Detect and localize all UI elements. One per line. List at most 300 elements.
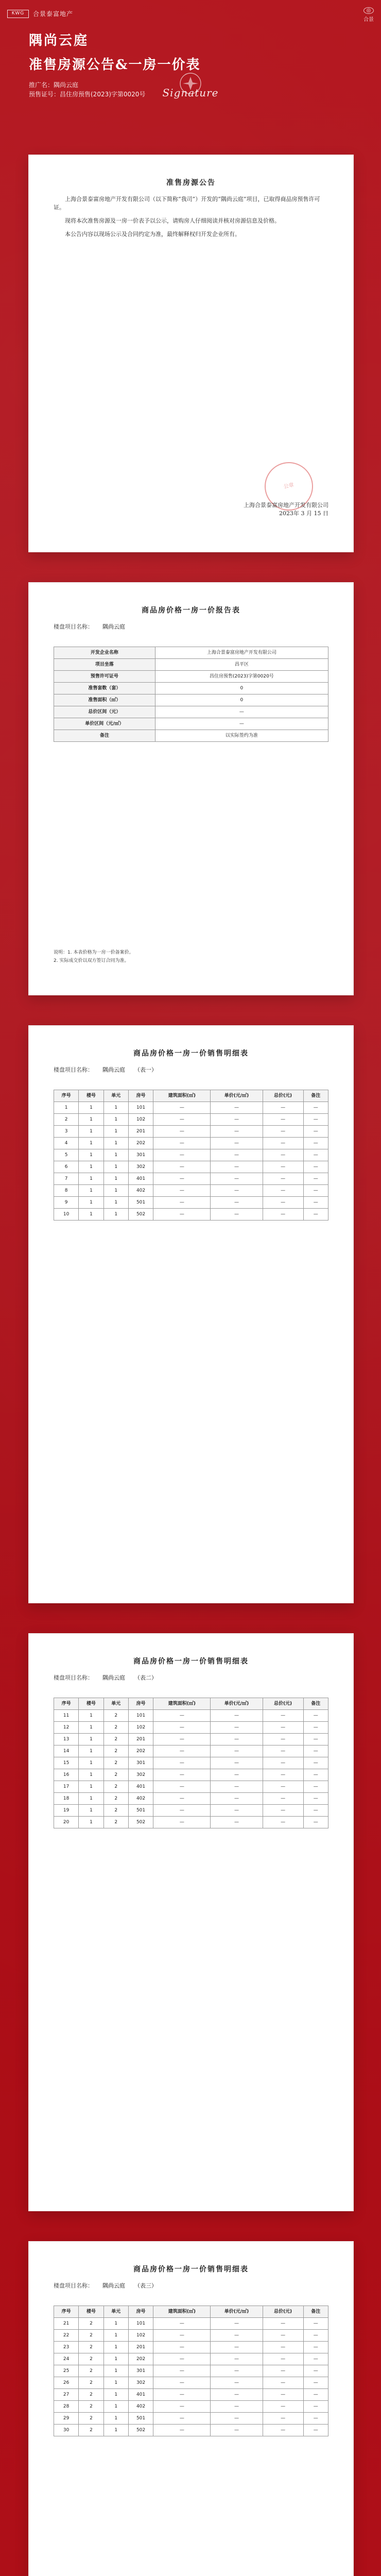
table-row	[54, 1114, 328, 1126]
table-cell: 1	[79, 1805, 103, 1817]
meta-line-2: 预售证号：昌住房预售(2023)字第0020号	[29, 91, 146, 98]
table-cell: 1	[79, 1138, 103, 1149]
table-cell: 502	[128, 1817, 153, 1828]
table-cell: 2	[54, 1114, 79, 1126]
table-cell: 15	[54, 1757, 79, 1769]
table-row	[54, 647, 328, 659]
table-header-cell: 备注	[303, 2306, 328, 2318]
summary-key: 单价区间（元/㎡）	[54, 718, 155, 730]
table-cell: 1	[103, 2353, 128, 2365]
table-cell: 1	[79, 1173, 103, 1185]
table-row	[54, 694, 328, 706]
table-row	[54, 1161, 328, 1173]
table-cell: —	[303, 1185, 328, 1197]
table-cell: 12	[54, 1722, 79, 1734]
table-cell: 2	[103, 1745, 128, 1757]
table-cell: —	[211, 1126, 263, 1138]
summary-title: 商品房价格一房一价报告表	[142, 606, 240, 615]
table-cell: 102	[128, 1114, 153, 1126]
detail-title-3: 商品房价格一房一价销售明细表	[133, 2265, 249, 2274]
table-cell: —	[153, 1126, 211, 1138]
table-row	[54, 659, 328, 671]
announcement-content	[54, 179, 328, 528]
table-cell: —	[263, 1114, 303, 1126]
table-cell: —	[263, 1161, 303, 1173]
table-row	[54, 1745, 328, 1757]
table-cell: —	[211, 1805, 263, 1817]
table-cell: —	[263, 1817, 303, 1828]
table-cell: —	[263, 1173, 303, 1185]
table-cell: —	[303, 2342, 328, 2353]
summary-val: 0	[155, 683, 328, 694]
table-cell: —	[211, 1149, 263, 1161]
script-word: Signature	[162, 87, 219, 99]
table-row	[54, 1805, 328, 1817]
table-cell: —	[153, 1781, 211, 1793]
table-cell: 1	[103, 2389, 128, 2401]
announcement-paragraph: 现将本次准售房源及一房一价表予以公示，请购房人仔细阅读并核对房源信息及价格。	[65, 217, 280, 224]
table-cell: —	[263, 1197, 303, 1209]
meta-line-1: 推广名：隅尚云庭	[29, 81, 79, 89]
table-cell: —	[303, 1769, 328, 1781]
table-cell: —	[211, 1781, 263, 1793]
table-cell: —	[263, 1805, 303, 1817]
table-cell: —	[211, 2318, 263, 2330]
table-cell: 201	[128, 1734, 153, 1745]
summary-val: 以实际签约为准	[155, 730, 328, 742]
table-row	[54, 1102, 328, 1114]
table-cell: —	[303, 1114, 328, 1126]
table-cell: —	[263, 2318, 303, 2330]
summary-project-label: 楼盘项目名称：	[54, 623, 93, 630]
table-cell: 2	[79, 2377, 103, 2389]
table-cell: —	[211, 2425, 263, 2436]
summary-note-line: 2. 实际成交价以双方签订合同为准。	[54, 958, 129, 963]
table-cell: —	[211, 1769, 263, 1781]
table-cell: —	[153, 2425, 211, 2436]
detail-project-line-2	[54, 1674, 328, 1682]
table-cell: 1	[103, 2318, 128, 2330]
table-row	[54, 1149, 328, 1161]
table-row	[54, 683, 328, 694]
summary-key: 备注	[54, 730, 155, 742]
table-cell: 1	[103, 1126, 128, 1138]
table-cell: —	[303, 2330, 328, 2342]
company-stamp-text: 公章	[283, 482, 295, 490]
table-cell: —	[303, 1817, 328, 1828]
table-cell: —	[263, 1710, 303, 1722]
table-cell: 1	[103, 1197, 128, 1209]
table-cell: 1	[79, 1126, 103, 1138]
summary-key: 准售套数（套）	[54, 683, 155, 694]
table-cell: 302	[128, 1161, 153, 1173]
detail-content-3	[54, 2265, 328, 2576]
detail-tag-1: （表一）	[134, 1066, 157, 1073]
table-cell: —	[153, 1769, 211, 1781]
table-cell: —	[211, 1817, 263, 1828]
signature-company: 上海合景泰富房地产开发有限公司	[244, 502, 328, 509]
table-cell: —	[303, 1197, 328, 1209]
table-header-cell: 房号	[128, 1090, 153, 1102]
table-cell: —	[303, 2389, 328, 2401]
table-cell: —	[303, 1161, 328, 1173]
table-row	[54, 718, 328, 730]
table-header-cell: 序号	[54, 1698, 79, 1710]
table-cell: —	[211, 1734, 263, 1745]
table-cell: 1	[79, 1710, 103, 1722]
table-cell: 1	[79, 1793, 103, 1805]
table-cell: 302	[128, 2377, 153, 2389]
table-cell: 2	[79, 2413, 103, 2425]
detail-content-2	[54, 1657, 328, 2187]
table-row	[54, 1197, 328, 1209]
table-cell: —	[303, 1149, 328, 1161]
summary-key: 开发企业名称	[54, 647, 155, 659]
table-cell: 1	[103, 2413, 128, 2425]
table-cell: —	[153, 1734, 211, 1745]
table-cell: —	[303, 1734, 328, 1745]
table-cell: —	[211, 1197, 263, 1209]
table-cell: —	[303, 1102, 328, 1114]
table-cell: 29	[54, 2413, 79, 2425]
table-cell: 2	[103, 1722, 128, 1734]
table-cell: 402	[128, 1793, 153, 1805]
table-cell: 301	[128, 1757, 153, 1769]
table-cell: —	[153, 1757, 211, 1769]
table-cell: —	[153, 2401, 211, 2413]
detail-tag-3: （表三）	[134, 2282, 157, 2289]
table-cell: —	[153, 1173, 211, 1185]
detail-project-value-2: 隅尚云庭	[102, 1674, 125, 1681]
table-cell: 2	[103, 1817, 128, 1828]
detail-project-value-1: 隅尚云庭	[102, 1066, 125, 1073]
table-cell: 102	[128, 1722, 153, 1734]
summary-key: 项目坐落	[54, 659, 155, 671]
table-header-cell: 单元	[103, 2306, 128, 2318]
header	[0, 0, 381, 129]
table-cell: 30	[54, 2425, 79, 2436]
table-cell: —	[263, 2353, 303, 2365]
table-cell: —	[153, 1197, 211, 1209]
table-cell: —	[211, 2353, 263, 2365]
table-cell: —	[211, 1138, 263, 1149]
table-cell: 2	[79, 2401, 103, 2413]
table-cell: 1	[103, 2330, 128, 2342]
table-cell: 26	[54, 2377, 79, 2389]
table-cell: —	[211, 1757, 263, 1769]
summary-content	[54, 606, 328, 971]
table-cell: 6	[54, 1161, 79, 1173]
table-cell: —	[303, 1805, 328, 1817]
table-header-cell: 单元	[103, 1698, 128, 1710]
summary-val: 昌平区	[155, 659, 328, 671]
table-cell: 2	[79, 2425, 103, 2436]
table-header-cell: 单价(元/㎡)	[211, 1090, 263, 1102]
table-cell: 9	[54, 1197, 79, 1209]
table-cell: —	[153, 2342, 211, 2353]
table-cell: —	[211, 1173, 263, 1185]
table-cell: —	[153, 2377, 211, 2389]
table-header-cell: 序号	[54, 1090, 79, 1102]
table-cell: —	[263, 1734, 303, 1745]
table-cell: —	[211, 2330, 263, 2342]
table-cell: 1	[79, 1114, 103, 1126]
table-row	[54, 1722, 328, 1734]
table-cell: —	[303, 1757, 328, 1769]
table-cell: —	[303, 2365, 328, 2377]
brand-mark-icon: ◎	[363, 7, 374, 14]
summary-val: —	[155, 706, 328, 718]
table-cell: —	[153, 1722, 211, 1734]
table-cell: —	[211, 1745, 263, 1757]
announcement-sheet	[28, 155, 354, 552]
detail-sheet-2	[28, 1633, 354, 2211]
table-cell: —	[153, 1185, 211, 1197]
summary-notes	[54, 948, 328, 965]
table-cell: 302	[128, 1769, 153, 1781]
table-header-cell: 总价(元)	[263, 1698, 303, 1710]
summary-table-wrap	[54, 647, 328, 742]
table-header-cell: 楼号	[79, 2306, 103, 2318]
table-cell: —	[303, 1722, 328, 1734]
table-cell: —	[153, 1745, 211, 1757]
table-cell: 1	[103, 1114, 128, 1126]
table-header-cell: 建筑面积(㎡)	[153, 1698, 211, 1710]
table-row	[54, 2330, 328, 2342]
table-row	[54, 730, 328, 742]
brand-right-text: 合景	[363, 17, 374, 23]
table-cell: —	[263, 2330, 303, 2342]
table-cell: 401	[128, 2389, 153, 2401]
table-cell: —	[153, 1114, 211, 1126]
table-header-cell: 房号	[128, 2306, 153, 2318]
table-cell: —	[153, 1149, 211, 1161]
meta-lines	[29, 80, 250, 99]
table-cell: 1	[79, 1149, 103, 1161]
table-header-row	[54, 2306, 328, 2318]
table-cell: 1	[103, 1138, 128, 1149]
table-cell: —	[211, 2342, 263, 2353]
table-cell: —	[263, 1185, 303, 1197]
table-cell: 501	[128, 1197, 153, 1209]
detail-table-wrap-1	[54, 1090, 328, 1221]
table-cell: 202	[128, 2353, 153, 2365]
detail-table-3	[54, 2306, 328, 2436]
table-row	[54, 2413, 328, 2425]
table-row	[54, 1769, 328, 1781]
table-cell: 1	[79, 1769, 103, 1781]
table-cell: —	[211, 1209, 263, 1221]
table-cell: —	[263, 2413, 303, 2425]
title-block	[29, 30, 250, 99]
table-cell: 2	[79, 2389, 103, 2401]
summary-note-line: 说明：1. 本表价格为一房一价备案价。	[54, 950, 134, 955]
table-cell: 4	[54, 1138, 79, 1149]
page-subtitle: 准售房源公告&一房一价表	[29, 57, 201, 73]
detail-sheet-3	[28, 2241, 354, 2576]
table-cell: 1	[79, 1209, 103, 1221]
table-cell: —	[263, 2365, 303, 2377]
detail-project-value-3: 隅尚云庭	[102, 2282, 125, 2289]
detail-project-label-2: 楼盘项目名称：	[54, 1674, 93, 1681]
table-row	[54, 2401, 328, 2413]
table-cell: 201	[128, 2342, 153, 2353]
table-cell: —	[263, 2389, 303, 2401]
table-cell: 1	[103, 1161, 128, 1173]
table-cell: 23	[54, 2342, 79, 2353]
table-cell: —	[263, 1769, 303, 1781]
table-cell: —	[303, 2318, 328, 2330]
table-cell: —	[263, 1745, 303, 1757]
table-cell: —	[153, 1793, 211, 1805]
table-cell: 1	[103, 2401, 128, 2413]
table-cell: 5	[54, 1149, 79, 1161]
table-cell: —	[303, 1138, 328, 1149]
table-cell: 2	[103, 1781, 128, 1793]
detail-sheet-1	[28, 1025, 354, 1603]
summary-table	[54, 647, 328, 742]
table-cell: —	[303, 2377, 328, 2389]
table-row	[54, 1757, 328, 1769]
table-header-cell: 总价(元)	[263, 1090, 303, 1102]
table-cell: 1	[103, 1173, 128, 1185]
summary-project-value: 隅尚云庭	[102, 623, 125, 630]
table-row	[54, 1793, 328, 1805]
table-row	[54, 671, 328, 683]
table-cell: 8	[54, 1185, 79, 1197]
table-row	[54, 1126, 328, 1138]
announcement-paragraph: 本公告内容以现场公示及合同约定为准，最终解释权归开发企业所有。	[65, 231, 240, 238]
table-cell: 22	[54, 2330, 79, 2342]
table-cell: 2	[103, 1734, 128, 1745]
table-header-cell: 建筑面积(㎡)	[153, 1090, 211, 1102]
table-row	[54, 1138, 328, 1149]
table-cell: 18	[54, 1793, 79, 1805]
table-row	[54, 1817, 328, 1828]
table-cell: —	[153, 2413, 211, 2425]
table-row	[54, 1173, 328, 1185]
table-cell: —	[263, 2401, 303, 2413]
table-header-cell: 建筑面积(㎡)	[153, 2306, 211, 2318]
table-cell: 501	[128, 2413, 153, 2425]
table-cell: —	[211, 1102, 263, 1114]
table-cell: 1	[103, 2425, 128, 2436]
table-cell: —	[303, 2425, 328, 2436]
announcement-paragraph: 上海合景泰富房地产开发有限公司（以下简称“我司”）开发的“隅尚云庭”项目，已取得商品房预售许可证。	[54, 196, 320, 211]
table-cell: 402	[128, 1185, 153, 1197]
table-cell: 1	[79, 1102, 103, 1114]
table-cell: —	[263, 2342, 303, 2353]
table-cell: 1	[79, 1757, 103, 1769]
detail-project-label-3: 楼盘项目名称：	[54, 2282, 93, 2289]
table-cell: —	[303, 1126, 328, 1138]
table-header-cell: 备注	[303, 1698, 328, 1710]
table-cell: —	[211, 1710, 263, 1722]
table-row	[54, 2425, 328, 2436]
emblem-icon	[179, 72, 202, 95]
summary-key: 预售许可证号	[54, 671, 155, 683]
table-header-cell: 单价(元/㎡)	[211, 1698, 263, 1710]
table-cell: —	[211, 1161, 263, 1173]
table-cell: 28	[54, 2401, 79, 2413]
table-cell: —	[263, 1138, 303, 1149]
table-cell: 1	[79, 1722, 103, 1734]
table-cell: 1	[79, 1745, 103, 1757]
table-cell: —	[263, 1722, 303, 1734]
table-header-cell: 单价(元/㎡)	[211, 2306, 263, 2318]
brand-right	[341, 7, 374, 21]
detail-table-wrap-2	[54, 1698, 328, 1828]
table-row	[54, 1734, 328, 1745]
table-row	[54, 706, 328, 718]
announcement-signature	[244, 501, 328, 518]
table-header-cell: 房号	[128, 1698, 153, 1710]
table-cell: 2	[79, 2342, 103, 2353]
summary-key: 总价区间（元）	[54, 706, 155, 718]
detail-title-2: 商品房价格一房一价销售明细表	[133, 1657, 249, 1666]
table-header-row	[54, 1090, 328, 1102]
table-header-cell: 总价(元)	[263, 2306, 303, 2318]
table-cell: —	[303, 2353, 328, 2365]
detail-project-line-1	[54, 1066, 328, 1074]
announcement-title: 准售房源公告	[166, 179, 216, 187]
table-cell: 502	[128, 2425, 153, 2436]
table-cell: 1	[103, 2377, 128, 2389]
table-cell: —	[263, 1126, 303, 1138]
table-cell: —	[303, 2413, 328, 2425]
brand-badge: KWG	[7, 10, 29, 18]
table-cell: 27	[54, 2389, 79, 2401]
table-cell: 102	[128, 2330, 153, 2342]
table-cell: 2	[103, 1710, 128, 1722]
table-row	[54, 2342, 328, 2353]
table-cell: 501	[128, 1805, 153, 1817]
table-cell: 202	[128, 1138, 153, 1149]
table-cell: —	[211, 1114, 263, 1126]
table-cell: 3	[54, 1126, 79, 1138]
table-cell: —	[263, 1781, 303, 1793]
table-cell: 1	[79, 1817, 103, 1828]
table-cell: 301	[128, 2365, 153, 2377]
summary-val: 昌住房预售(2023)字第0020号	[155, 671, 328, 683]
table-row	[54, 1209, 328, 1221]
table-cell: 1	[79, 1197, 103, 1209]
table-cell: —	[263, 1757, 303, 1769]
table-cell: 1	[103, 2365, 128, 2377]
detail-project-line-3	[54, 2282, 328, 2290]
table-cell: 101	[128, 1710, 153, 1722]
table-row	[54, 2377, 328, 2389]
table-cell: 401	[128, 1173, 153, 1185]
table-cell: —	[153, 2365, 211, 2377]
table-cell: —	[303, 1710, 328, 1722]
table-cell: —	[153, 1102, 211, 1114]
table-cell: —	[263, 2377, 303, 2389]
table-cell: 502	[128, 1209, 153, 1221]
table-cell: —	[263, 1793, 303, 1805]
table-cell: 25	[54, 2365, 79, 2377]
table-cell: 2	[79, 2330, 103, 2342]
table-cell: —	[303, 1781, 328, 1793]
table-cell: 21	[54, 2318, 79, 2330]
table-cell: 201	[128, 1126, 153, 1138]
detail-tag-2: （表二）	[134, 1674, 157, 1681]
table-cell: —	[153, 1138, 211, 1149]
table-cell: 13	[54, 1734, 79, 1745]
table-header-cell: 序号	[54, 2306, 79, 2318]
table-cell: 202	[128, 1745, 153, 1757]
table-cell: —	[153, 1161, 211, 1173]
